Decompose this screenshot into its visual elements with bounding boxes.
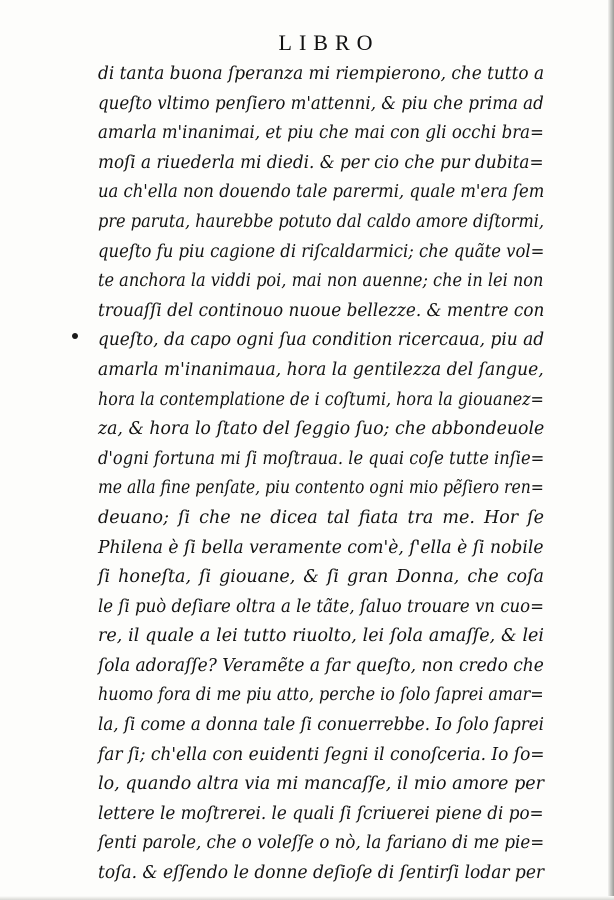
margin-ink-mark [72,333,78,339]
text-line: deuano; ſi che ne dicea tal fiata tra me. Hor ſe [98,507,544,528]
running-head: LIBRO [278,30,380,55]
text-line: amarla m'inanimaua, hora la gentilezza del ſangue, [98,359,544,380]
text-line: ſola adoraſſe? Veramẽte a far queſto, non credo che [98,655,544,676]
text-line: re, il quale a lei tutto riuolto, lei ſola amaſſe, & lei [98,626,544,647]
text-line: far ſi; ch'ella con euidenti ſegni il conoſceria. Io ſo= [98,744,545,765]
page-bottom-shadow [0,896,614,900]
text-line: ſi honeſta, ſi giouane, & ſi gran Donna, che coſa [98,567,544,588]
text-line: lo, quando altra via mi mancaſſe, il mio amore per [98,774,544,795]
body-text [98,60,544,889]
page-edge-shadow [608,0,614,900]
text-line: hora la contemplatione de i coſtumi, hora la giouanez= [98,389,544,410]
text-line: pre paruta, haurebbe potuto dal caldo amore diſtormi, [98,211,545,232]
text-line: la, ſi come a donna tale ſi conuerrebbe. Io ſolo ſaprei [98,715,544,736]
text-line: queſto fu piu cagione di riſcaldarmici; che quãte vol= [98,241,545,262]
text-line: di tanta buona ſperanza mi riempierono, che tutto a [98,64,545,84]
text-line: amarla m'inanimai, et piu che mai con gli occhi bra= [98,123,544,144]
text-line: me alla fine penſate, piu contento ogni mio pẽſiero ren= [98,478,544,499]
text-line: ua ch'ella non douendo tale parermi, quale m'era ſem [98,182,545,203]
text-line: toſa. & eſſendo le donne deſioſe di ſentirſi lodar per [98,863,545,884]
text-line: ſenti parole, che o voleſſe o nò, la fariano di me pie= [98,833,545,854]
text-line: d'ogni fortuna mi ſi moſtraua. le quai coſe tutte inſie= [98,448,545,469]
text-line: queſto vltimo penſiero m'attenni, & piu che prima ad [98,93,544,114]
text-line: le ſi può deſiare oltra a le tãte, ſaluo trouare vn cuo= [98,596,544,617]
text-line: trouaſſi del continouo nuoue bellezze. & mentre con [98,300,545,321]
text-line: moſi a riuederla mi diedi. & per cio che pur dubita= [98,152,544,173]
text-line: za, & hora lo ſtato del ſeggio ſuo; che abbondeuole [98,419,545,440]
text-line: te anchora la viddi poi, mai non auenne; che in lei non [98,271,544,292]
text-line: queſto, da capo ogni ſua condition ricercaua, piu ad [98,330,545,351]
text-line: Philena è ſi bella veramente com'è, ſ'ella è ſi nobile [98,537,544,558]
text-line: lettere le moſtrerei. le quali ſi ſcriuerei piene di po= [98,803,544,824]
text-line: huomo fora di me piu atto, perche io ſolo ſaprei amar= [98,685,544,706]
